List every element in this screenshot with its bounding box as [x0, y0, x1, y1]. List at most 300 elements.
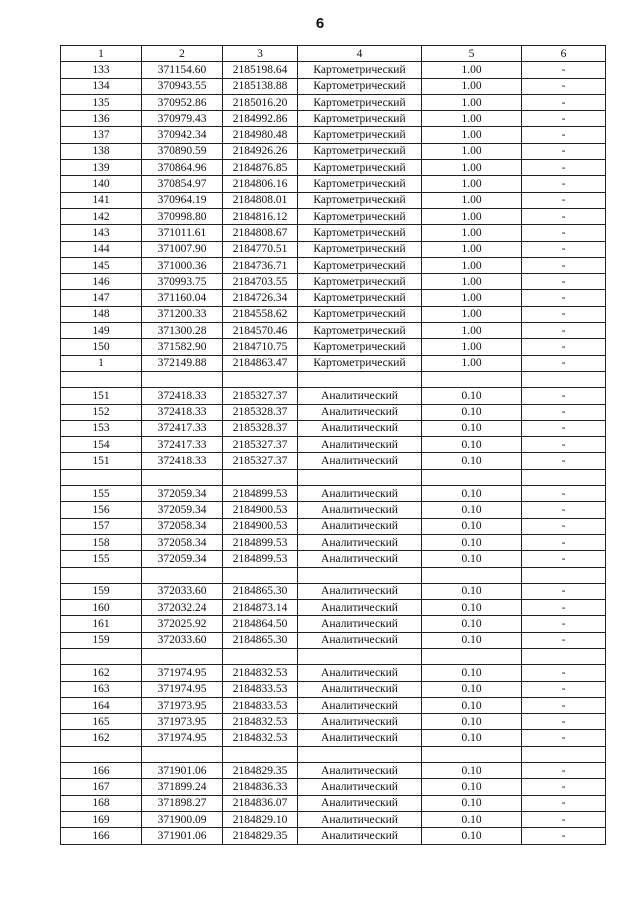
point-number-cell: 168 [61, 795, 142, 811]
accuracy-cell: 1.00 [422, 192, 522, 208]
note-cell: - [522, 811, 606, 827]
y-coordinate-cell: 2184876.85 [223, 160, 298, 176]
accuracy-cell: 0.10 [422, 502, 522, 518]
point-number-cell: 154 [61, 437, 142, 453]
note-cell: - [522, 420, 606, 436]
y-coordinate-cell: 2184864.50 [223, 616, 298, 632]
y-coordinate-cell: 2184829.35 [223, 828, 298, 844]
table-row [61, 616, 606, 632]
y-coordinate-cell: 2185016.20 [223, 94, 298, 110]
y-coordinate-cell: 2184865.30 [223, 632, 298, 648]
method-cell: Картометрический [298, 78, 422, 94]
x-coordinate-cell: 370890.59 [142, 143, 223, 159]
empty-cell [61, 648, 142, 664]
note-cell: - [522, 111, 606, 127]
empty-cell [522, 648, 606, 664]
accuracy-cell: 1.00 [422, 127, 522, 143]
accuracy-cell: 0.10 [422, 632, 522, 648]
table-row [61, 811, 606, 827]
table-row [61, 306, 606, 322]
y-coordinate-cell: 2185328.37 [223, 420, 298, 436]
x-coordinate-cell: 372032.24 [142, 600, 223, 616]
empty-cell [142, 648, 223, 664]
y-coordinate-cell: 2185327.37 [223, 453, 298, 469]
accuracy-cell: 0.10 [422, 763, 522, 779]
point-number-cell: 141 [61, 192, 142, 208]
method-cell: Аналитический [298, 730, 422, 746]
point-number-cell: 143 [61, 225, 142, 241]
table-row [61, 339, 606, 355]
x-coordinate-cell: 371000.36 [142, 257, 223, 273]
accuracy-cell: 1.00 [422, 160, 522, 176]
y-coordinate-cell: 2184833.53 [223, 681, 298, 697]
point-number-cell: 169 [61, 811, 142, 827]
method-cell: Картометрический [298, 143, 422, 159]
method-cell: Аналитический [298, 697, 422, 713]
y-coordinate-cell: 2184816.12 [223, 208, 298, 224]
empty-cell [522, 746, 606, 762]
table-row [61, 518, 606, 534]
note-cell: - [522, 225, 606, 241]
empty-cell [142, 746, 223, 762]
method-cell: Картометрический [298, 257, 422, 273]
point-number-cell: 137 [61, 127, 142, 143]
point-number-cell: 145 [61, 257, 142, 273]
y-coordinate-cell: 2184836.07 [223, 795, 298, 811]
table-row [61, 192, 606, 208]
accuracy-cell: 0.10 [422, 714, 522, 730]
accuracy-cell: 1.00 [422, 323, 522, 339]
column-header: 2 [142, 46, 223, 62]
note-cell: - [522, 730, 606, 746]
note-cell: - [522, 176, 606, 192]
method-cell: Аналитический [298, 795, 422, 811]
note-cell: - [522, 94, 606, 110]
note-cell: - [522, 600, 606, 616]
accuracy-cell: 0.10 [422, 681, 522, 697]
note-cell: - [522, 779, 606, 795]
x-coordinate-cell: 372417.33 [142, 420, 223, 436]
x-coordinate-cell: 372418.33 [142, 388, 223, 404]
method-cell: Аналитический [298, 616, 422, 632]
point-number-cell: 139 [61, 160, 142, 176]
x-coordinate-cell: 372418.33 [142, 404, 223, 420]
method-cell: Аналитический [298, 763, 422, 779]
empty-cell [298, 746, 422, 762]
y-coordinate-cell: 2184899.53 [223, 551, 298, 567]
x-coordinate-cell: 371900.09 [142, 811, 223, 827]
x-coordinate-cell: 372033.60 [142, 583, 223, 599]
accuracy-cell: 1.00 [422, 62, 522, 78]
accuracy-cell: 1.00 [422, 225, 522, 241]
method-cell: Картометрический [298, 339, 422, 355]
x-coordinate-cell: 371901.06 [142, 763, 223, 779]
empty-cell [422, 567, 522, 583]
note-cell: - [522, 665, 606, 681]
x-coordinate-cell: 371973.95 [142, 714, 223, 730]
table-row [61, 420, 606, 436]
note-cell: - [522, 681, 606, 697]
y-coordinate-cell: 2184806.16 [223, 176, 298, 192]
accuracy-cell: 0.10 [422, 600, 522, 616]
table-row [61, 160, 606, 176]
column-header: 3 [223, 46, 298, 62]
table-row [61, 355, 606, 371]
method-cell: Аналитический [298, 632, 422, 648]
note-cell: - [522, 257, 606, 273]
table-row [61, 551, 606, 567]
note-cell: - [522, 518, 606, 534]
x-coordinate-cell: 370952.86 [142, 94, 223, 110]
note-cell: - [522, 160, 606, 176]
table-row [61, 583, 606, 599]
x-coordinate-cell: 372059.34 [142, 502, 223, 518]
method-cell: Картометрический [298, 355, 422, 371]
y-coordinate-cell: 2184832.53 [223, 730, 298, 746]
accuracy-cell: 0.10 [422, 779, 522, 795]
table-row [61, 714, 606, 730]
x-coordinate-cell: 371973.95 [142, 697, 223, 713]
point-number-cell: 136 [61, 111, 142, 127]
note-cell: - [522, 241, 606, 257]
method-cell: Аналитический [298, 828, 422, 844]
table-row [61, 94, 606, 110]
point-number-cell: 138 [61, 143, 142, 159]
note-cell: - [522, 502, 606, 518]
empty-cell [422, 371, 522, 387]
method-cell: Аналитический [298, 665, 422, 681]
method-cell: Картометрический [298, 62, 422, 78]
y-coordinate-cell: 2184808.67 [223, 225, 298, 241]
point-number-cell: 162 [61, 730, 142, 746]
x-coordinate-cell: 371154.60 [142, 62, 223, 78]
method-cell: Картометрический [298, 176, 422, 192]
accuracy-cell: 1.00 [422, 355, 522, 371]
note-cell: - [522, 274, 606, 290]
table-separator-row [61, 746, 606, 762]
table-row [61, 502, 606, 518]
accuracy-cell: 1.00 [422, 339, 522, 355]
accuracy-cell: 1.00 [422, 257, 522, 273]
method-cell: Аналитический [298, 388, 422, 404]
table-row [61, 632, 606, 648]
note-cell: - [522, 143, 606, 159]
y-coordinate-cell: 2184900.53 [223, 518, 298, 534]
y-coordinate-cell: 2185328.37 [223, 404, 298, 420]
y-coordinate-cell: 2184558.62 [223, 306, 298, 322]
point-number-cell: 158 [61, 534, 142, 550]
empty-cell [298, 469, 422, 485]
table-row [61, 257, 606, 273]
accuracy-cell: 1.00 [422, 143, 522, 159]
empty-cell [223, 746, 298, 762]
table-row [61, 111, 606, 127]
accuracy-cell: 0.10 [422, 534, 522, 550]
table-row [61, 779, 606, 795]
x-coordinate-cell: 372025.92 [142, 616, 223, 632]
x-coordinate-cell: 371200.33 [142, 306, 223, 322]
method-cell: Картометрический [298, 127, 422, 143]
column-header: 5 [422, 46, 522, 62]
point-number-cell: 140 [61, 176, 142, 192]
column-header: 4 [298, 46, 422, 62]
table-row [61, 143, 606, 159]
accuracy-cell: 0.10 [422, 518, 522, 534]
y-coordinate-cell: 2184899.53 [223, 486, 298, 502]
x-coordinate-cell: 370943.55 [142, 78, 223, 94]
accuracy-cell: 0.10 [422, 616, 522, 632]
x-coordinate-cell: 371160.04 [142, 290, 223, 306]
note-cell: - [522, 339, 606, 355]
accuracy-cell: 0.10 [422, 665, 522, 681]
table-row [61, 697, 606, 713]
accuracy-cell: 1.00 [422, 176, 522, 192]
x-coordinate-cell: 371974.95 [142, 665, 223, 681]
note-cell: - [522, 208, 606, 224]
accuracy-cell: 0.10 [422, 795, 522, 811]
method-cell: Аналитический [298, 518, 422, 534]
x-coordinate-cell: 370854.97 [142, 176, 223, 192]
empty-cell [422, 469, 522, 485]
y-coordinate-cell: 2184808.01 [223, 192, 298, 208]
empty-cell [298, 371, 422, 387]
point-number-cell: 153 [61, 420, 142, 436]
table-row [61, 62, 606, 78]
y-coordinate-cell: 2184926.26 [223, 143, 298, 159]
method-cell: Аналитический [298, 811, 422, 827]
x-coordinate-cell: 370864.96 [142, 160, 223, 176]
x-coordinate-cell: 372417.33 [142, 437, 223, 453]
table-row [61, 176, 606, 192]
table-row [61, 534, 606, 550]
table-separator-row [61, 371, 606, 387]
empty-cell [142, 469, 223, 485]
point-number-cell: 149 [61, 323, 142, 339]
x-coordinate-cell: 371901.06 [142, 828, 223, 844]
y-coordinate-cell: 2184829.35 [223, 763, 298, 779]
note-cell: - [522, 486, 606, 502]
table-header-row [61, 46, 606, 62]
table-body [61, 62, 606, 844]
y-coordinate-cell: 2184992.86 [223, 111, 298, 127]
note-cell: - [522, 290, 606, 306]
table-row [61, 681, 606, 697]
point-number-cell: 162 [61, 665, 142, 681]
note-cell: - [522, 323, 606, 339]
method-cell: Картометрический [298, 192, 422, 208]
method-cell: Аналитический [298, 534, 422, 550]
point-number-cell: 155 [61, 551, 142, 567]
point-number-cell: 164 [61, 697, 142, 713]
empty-cell [61, 746, 142, 762]
table-row [61, 290, 606, 306]
point-number-cell: 165 [61, 714, 142, 730]
note-cell: - [522, 437, 606, 453]
y-coordinate-cell: 2184736.71 [223, 257, 298, 273]
accuracy-cell: 0.10 [422, 583, 522, 599]
accuracy-cell: 0.10 [422, 811, 522, 827]
y-coordinate-cell: 2184865.30 [223, 583, 298, 599]
y-coordinate-cell: 2184703.55 [223, 274, 298, 290]
note-cell: - [522, 78, 606, 94]
x-coordinate-cell: 372418.33 [142, 453, 223, 469]
column-header: 6 [522, 46, 606, 62]
x-coordinate-cell: 371582.90 [142, 339, 223, 355]
note-cell: - [522, 192, 606, 208]
y-coordinate-cell: 2185198.64 [223, 62, 298, 78]
accuracy-cell: 0.10 [422, 388, 522, 404]
empty-cell [522, 469, 606, 485]
method-cell: Картометрический [298, 160, 422, 176]
x-coordinate-cell: 372059.34 [142, 551, 223, 567]
method-cell: Картометрический [298, 323, 422, 339]
y-coordinate-cell: 2184832.53 [223, 665, 298, 681]
y-coordinate-cell: 2184863.47 [223, 355, 298, 371]
accuracy-cell: 1.00 [422, 274, 522, 290]
point-number-cell: 166 [61, 828, 142, 844]
accuracy-cell: 0.10 [422, 420, 522, 436]
column-header: 1 [61, 46, 142, 62]
method-cell: Аналитический [298, 420, 422, 436]
y-coordinate-cell: 2184570.46 [223, 323, 298, 339]
table-separator-row [61, 648, 606, 664]
page-number: 6 [315, 15, 325, 32]
method-cell: Аналитический [298, 486, 422, 502]
point-number-cell: 142 [61, 208, 142, 224]
accuracy-cell: 1.00 [422, 208, 522, 224]
table-row [61, 127, 606, 143]
note-cell: - [522, 632, 606, 648]
note-cell: - [522, 62, 606, 78]
x-coordinate-cell: 372058.34 [142, 518, 223, 534]
table-row [61, 828, 606, 844]
x-coordinate-cell: 372149.88 [142, 355, 223, 371]
point-number-cell: 151 [61, 453, 142, 469]
point-number-cell: 152 [61, 404, 142, 420]
method-cell: Картометрический [298, 290, 422, 306]
method-cell: Картометрический [298, 225, 422, 241]
x-coordinate-cell: 372059.34 [142, 486, 223, 502]
note-cell: - [522, 763, 606, 779]
x-coordinate-cell: 370942.34 [142, 127, 223, 143]
accuracy-cell: 1.00 [422, 111, 522, 127]
note-cell: - [522, 404, 606, 420]
accuracy-cell: 1.00 [422, 94, 522, 110]
accuracy-cell: 1.00 [422, 78, 522, 94]
x-coordinate-cell: 371974.95 [142, 730, 223, 746]
note-cell: - [522, 714, 606, 730]
y-coordinate-cell: 2184832.53 [223, 714, 298, 730]
x-coordinate-cell: 370993.75 [142, 274, 223, 290]
point-number-cell: 156 [61, 502, 142, 518]
method-cell: Картометрический [298, 241, 422, 257]
point-number-cell: 163 [61, 681, 142, 697]
empty-cell [223, 469, 298, 485]
accuracy-cell: 0.10 [422, 486, 522, 502]
accuracy-cell: 1.00 [422, 306, 522, 322]
x-coordinate-cell: 372058.34 [142, 534, 223, 550]
empty-cell [522, 371, 606, 387]
x-coordinate-cell: 372033.60 [142, 632, 223, 648]
table-separator-row [61, 567, 606, 583]
note-cell: - [522, 795, 606, 811]
table-row [61, 763, 606, 779]
y-coordinate-cell: 2184770.51 [223, 241, 298, 257]
point-number-cell: 146 [61, 274, 142, 290]
method-cell: Картометрический [298, 306, 422, 322]
method-cell: Картометрический [298, 111, 422, 127]
table-row [61, 404, 606, 420]
accuracy-cell: 0.10 [422, 404, 522, 420]
coordinates-table [60, 45, 606, 845]
method-cell: Аналитический [298, 437, 422, 453]
accuracy-cell: 0.10 [422, 437, 522, 453]
method-cell: Аналитический [298, 714, 422, 730]
y-coordinate-cell: 2184829.10 [223, 811, 298, 827]
empty-cell [298, 567, 422, 583]
y-coordinate-cell: 2184833.53 [223, 697, 298, 713]
note-cell: - [522, 453, 606, 469]
note-cell: - [522, 828, 606, 844]
method-cell: Аналитический [298, 681, 422, 697]
x-coordinate-cell: 371300.28 [142, 323, 223, 339]
table-row [61, 437, 606, 453]
note-cell: - [522, 306, 606, 322]
table-row [61, 388, 606, 404]
x-coordinate-cell: 370979.43 [142, 111, 223, 127]
empty-cell [522, 567, 606, 583]
y-coordinate-cell: 2185138.88 [223, 78, 298, 94]
point-number-cell: 135 [61, 94, 142, 110]
y-coordinate-cell: 2184710.75 [223, 339, 298, 355]
accuracy-cell: 0.10 [422, 730, 522, 746]
x-coordinate-cell: 371898.27 [142, 795, 223, 811]
point-number-cell: 134 [61, 78, 142, 94]
x-coordinate-cell: 371007.90 [142, 241, 223, 257]
empty-cell [142, 567, 223, 583]
y-coordinate-cell: 2185327.37 [223, 437, 298, 453]
table-row [61, 795, 606, 811]
y-coordinate-cell: 2185327.37 [223, 388, 298, 404]
table-row [61, 208, 606, 224]
empty-cell [422, 648, 522, 664]
x-coordinate-cell: 371974.95 [142, 681, 223, 697]
accuracy-cell: 0.10 [422, 551, 522, 567]
note-cell: - [522, 127, 606, 143]
accuracy-cell: 0.10 [422, 453, 522, 469]
y-coordinate-cell: 2184980.48 [223, 127, 298, 143]
point-number-cell: 167 [61, 779, 142, 795]
point-number-cell: 1 [61, 355, 142, 371]
table-row [61, 486, 606, 502]
x-coordinate-cell: 371011.61 [142, 225, 223, 241]
method-cell: Картометрический [298, 208, 422, 224]
empty-cell [298, 648, 422, 664]
y-coordinate-cell: 2184726.34 [223, 290, 298, 306]
note-cell: - [522, 697, 606, 713]
note-cell: - [522, 355, 606, 371]
x-coordinate-cell: 370998.80 [142, 208, 223, 224]
y-coordinate-cell: 2184900.53 [223, 502, 298, 518]
point-number-cell: 148 [61, 306, 142, 322]
point-number-cell: 159 [61, 632, 142, 648]
table-row [61, 453, 606, 469]
accuracy-cell: 0.10 [422, 697, 522, 713]
table-row [61, 730, 606, 746]
empty-cell [61, 371, 142, 387]
method-cell: Аналитический [298, 583, 422, 599]
empty-cell [61, 567, 142, 583]
